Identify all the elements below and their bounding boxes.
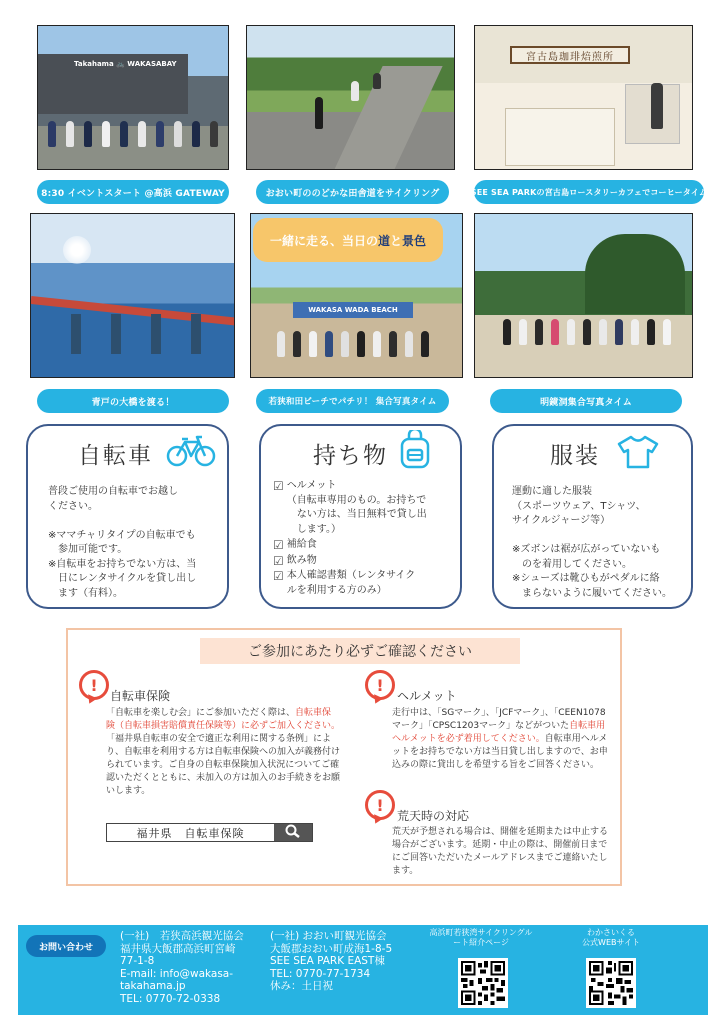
qr-label-site: わかさいくる 公式WEBサイト: [582, 928, 640, 947]
insurance-text: [106, 707, 340, 798]
notice-title: ご参加にあたり必ずご確認ください: [200, 638, 520, 664]
qr-code-site[interactable]: [586, 958, 636, 1008]
insurance-p1: 「自転車を楽しむ会」にご参加いただく際は、: [106, 708, 296, 718]
search-button[interactable]: [274, 824, 312, 841]
list-item: [273, 479, 463, 537]
helmet-text: [392, 707, 612, 772]
bridge-piers: [71, 314, 221, 354]
org-oi: (一社) おおい町観光協会 大飯郡おおい町成海1-8-5 SEE SEA PARK EAST棟 TEL: 0770-77-1734 休み：土日祝: [270, 930, 393, 992]
item-label: 飲み物: [286, 554, 317, 566]
list-item: [273, 538, 463, 553]
helmet-p2: 自転車用ヘルメットをお持ちでない方は当日貸し出しますので、お申込みの際に貸出しを希望する旨をご回答ください。: [392, 734, 608, 770]
checkbox-icon: ☑: [273, 569, 284, 583]
bubble-scenery: 景色: [402, 233, 427, 248]
caption-countryside: おおい町ののどかな田舎道をサイクリング: [256, 180, 449, 204]
warning-icon: !: [365, 790, 395, 820]
photo-cafe: [474, 25, 693, 170]
photo-countryside: [246, 25, 455, 170]
item-label: 本人確認書類（レンタサイク ルを利用する方のみ）: [286, 570, 416, 596]
photo-bridge: [30, 213, 235, 378]
warning-icon: !: [79, 670, 109, 700]
warning-icon: !: [365, 670, 395, 700]
cafe-counter: [505, 108, 615, 166]
items-title: 持ち物: [313, 443, 388, 469]
bike-box: [26, 424, 229, 609]
weather-heading: 荒天時の対応: [397, 809, 470, 823]
insurance-required: 自転車保険（自転車損害賠償責任保険等）に必ずご加入ください。: [106, 708, 341, 731]
contact-label: お問い合わせ: [26, 935, 106, 957]
qr-label-route: 高浜町若狭湾サイクリングル ート紹介ページ: [429, 928, 533, 947]
beach-banner: WAKASA WADA BEACH: [293, 302, 413, 318]
caption-gateway: 8:30 イベントスタート @高浜 GATEWAY: [37, 180, 229, 204]
search-icon: [285, 823, 301, 842]
sun: [63, 236, 91, 264]
list-item: [273, 554, 463, 569]
search-input[interactable]: 福井県 自転車保険: [136, 826, 245, 840]
helmet-heading: ヘルメット: [397, 689, 457, 703]
gateway-sign: Takahama 🚲 WAKASABAY: [74, 60, 177, 68]
gateway-riders: [44, 121, 224, 161]
title-bubble: [253, 218, 443, 262]
list-item: [273, 569, 463, 598]
cave-cliff: [585, 234, 685, 314]
bike-text: 普段ご使用の自転車でお越し ください。 ※ママチャリタイプの自転車でも 参加可能です。 ※自転車をお持ちでない方は、当 日にレンタサイクルを貸し出し ます（有料）。: [48, 486, 197, 599]
insurance-search[interactable]: [106, 823, 313, 842]
item-label: 補給食: [286, 539, 317, 550]
checkbox-icon: ☑: [273, 479, 284, 493]
org-takahama: (一社) 若狭高浜観光協会 福井県大飯郡高浜町宮崎 77-1-8 E-mail: info@wakasa- takahama.jp TEL: 0770-72-0338: [120, 930, 244, 1005]
clothes-title: 服装: [550, 443, 600, 469]
items-list: [273, 479, 463, 598]
road: [331, 66, 442, 170]
caption-beach: 若狭和田ビーチでパチリ！ 集合写真タイム: [256, 389, 449, 413]
caption-cafe: SEE SEA PARKの宮古島ロースタリーカフェでコーヒータイム: [474, 180, 704, 204]
bubble-road: 道: [377, 233, 390, 248]
insurance-heading: 自転車保険: [110, 689, 171, 703]
cave-group: [499, 309, 689, 359]
backpack-icon: [397, 430, 433, 474]
bubble-text-2: と: [390, 233, 403, 248]
checkbox-icon: ☑: [273, 538, 284, 552]
photo-beach: [250, 213, 463, 378]
item-label: ヘルメット （自転車専用のもの。お持ちで ない方は、当日無料で貸し出 します。）: [286, 480, 427, 535]
helmet-required: 自転車用ヘルメットを必ず着用してください。: [392, 721, 606, 744]
items-box: [259, 424, 462, 609]
weather-text: 荒天が予想される場合は、開催を延期または中止する場合がございます。延期・中止の際は、開催前日までにご回答いただいたメールアドレスまでご連絡いたします。: [392, 827, 609, 876]
bicycle-icon: [166, 434, 216, 472]
photo-cave: [474, 213, 693, 378]
cafe-sign: 宮古島珈琲焙煎所: [510, 46, 630, 64]
checkbox-icon: ☑: [273, 553, 284, 568]
footer: [18, 925, 708, 1015]
qr-code-route[interactable]: [458, 958, 508, 1008]
beach-group: [271, 321, 451, 371]
tshirt-icon: [616, 434, 660, 474]
insurance-p2: 「福井県自転車の安全で適正な利用に関する条例」により、自転車を利用する方は自転車保険への加入が義務付けられています。ご自身の自転車保険加入状況についてご確認いただくとともに、未加入の方は加入のお手続きをお願いします。: [106, 734, 341, 796]
photo-gateway: [37, 25, 229, 170]
bike-title: 自転車: [78, 443, 153, 469]
helmet-p1: 走行中は、「SGマーク」、「JCFマーク」、「CEEN1078マーク」「CPSC1203マーク」などがついた: [392, 708, 606, 731]
clothes-box: [492, 424, 693, 609]
clothes-text: 運動に適した服装 （スポーツウェア、Tシャツ、 サイクルジャージ等） ※ズボンは裾が広がっていないも のを着用してください。 ※シューズは靴ひもがペダルに絡 まらないように履いてください。: [512, 486, 672, 599]
caption-cave: 明鏡洞集合写真タイム: [490, 389, 682, 413]
caption-bridge: 青戸の大橋を渡る！: [37, 389, 229, 413]
bubble-text-1: 一緒に走る、当日の: [269, 233, 378, 248]
